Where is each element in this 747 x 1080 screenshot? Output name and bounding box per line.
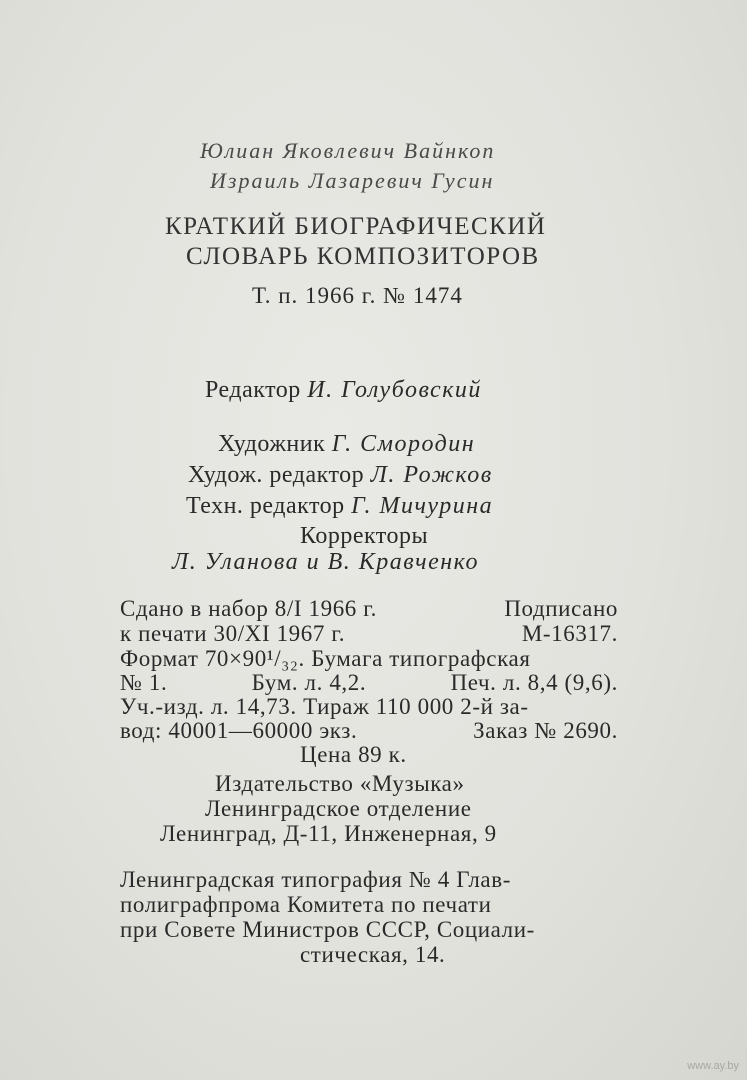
- publisher-name: Издательство «Музыка»: [215, 771, 465, 796]
- imprint-copies: вод: 40001—60000 экз.: [120, 718, 358, 743]
- imprint-paper-sheets: Бум. л. 4,2.: [251, 670, 367, 695]
- book-title-line-2: СЛОВАРЬ КОМПОЗИТОРОВ: [186, 243, 540, 270]
- site-watermark: www.ay.by: [687, 1060, 739, 1072]
- author-line-1: Юлиан Яковлевич Вайнкоп: [200, 138, 496, 163]
- book-title-line-1: КРАТКИЙ БИОГРАФИЧЕСКИЙ: [165, 213, 547, 240]
- imprint-signed: Подписано: [504, 596, 618, 621]
- proofreaders-names: Л. Уланова и В. Кравченко: [172, 549, 479, 575]
- imprint-line-6: [120, 719, 618, 742]
- printer-line-3: при Совете Министров СССР, Социали-: [120, 917, 535, 942]
- editor-role: Редактор: [205, 377, 301, 403]
- imprint-line-4: [120, 671, 618, 694]
- tech-editor-credit: [186, 494, 493, 518]
- editor-name: И. Голубовский: [307, 377, 482, 403]
- art-editor-role: Худож. редактор: [188, 462, 365, 488]
- tech-editor-name: Г. Мичурина: [351, 493, 494, 519]
- proofreaders-role: Корректоры: [300, 523, 429, 549]
- author-line-2: Израиль Лазаревич Гусин: [210, 168, 495, 193]
- plan-number: Т. п. 1966 г. № 1474: [252, 283, 463, 308]
- imprint-line-1: [120, 597, 618, 620]
- artist-role: Художник: [218, 431, 326, 457]
- imprint-print-date: к печати 30/XI 1967 г.: [120, 621, 346, 646]
- imprint-print-sheets: Печ. л. 8,4 (9,6).: [450, 670, 618, 695]
- tech-editor-role: Техн. редактор: [186, 493, 345, 519]
- artist-credit: [218, 432, 475, 456]
- imprint-code: М-16317.: [521, 621, 618, 646]
- imprint-line-2: [120, 622, 618, 645]
- artist-name: Г. Смородин: [331, 431, 476, 457]
- editor-credit: [205, 378, 482, 402]
- publisher-address: Ленинград, Д-11, Инженерная, 9: [160, 821, 497, 846]
- imprint-price: Цена 89 к.: [300, 742, 407, 767]
- imprint-line-5: Уч.-изд. л. 14,73. Тираж 110 000 2-й за-: [120, 694, 529, 719]
- printer-line-4: стическая, 14.: [300, 942, 446, 967]
- imprint-order: Заказ № 2690.: [473, 718, 618, 743]
- publisher-branch: Ленинградское отделение: [205, 796, 472, 821]
- printer-line-1: Ленинградская типография № 4 Глав-: [120, 867, 511, 892]
- art-editor-credit: [188, 463, 493, 487]
- art-editor-name: Л. Рожков: [370, 462, 493, 488]
- imprint-line-3: Формат 70×90¹/₃₂. Бумага типографская: [120, 646, 531, 671]
- imprint-paper-number: № 1.: [120, 670, 168, 695]
- printer-line-2: полиграфпрома Комитета по печати: [120, 892, 492, 917]
- imprint-submitted: Сдано в набор 8/I 1966 г.: [120, 596, 378, 621]
